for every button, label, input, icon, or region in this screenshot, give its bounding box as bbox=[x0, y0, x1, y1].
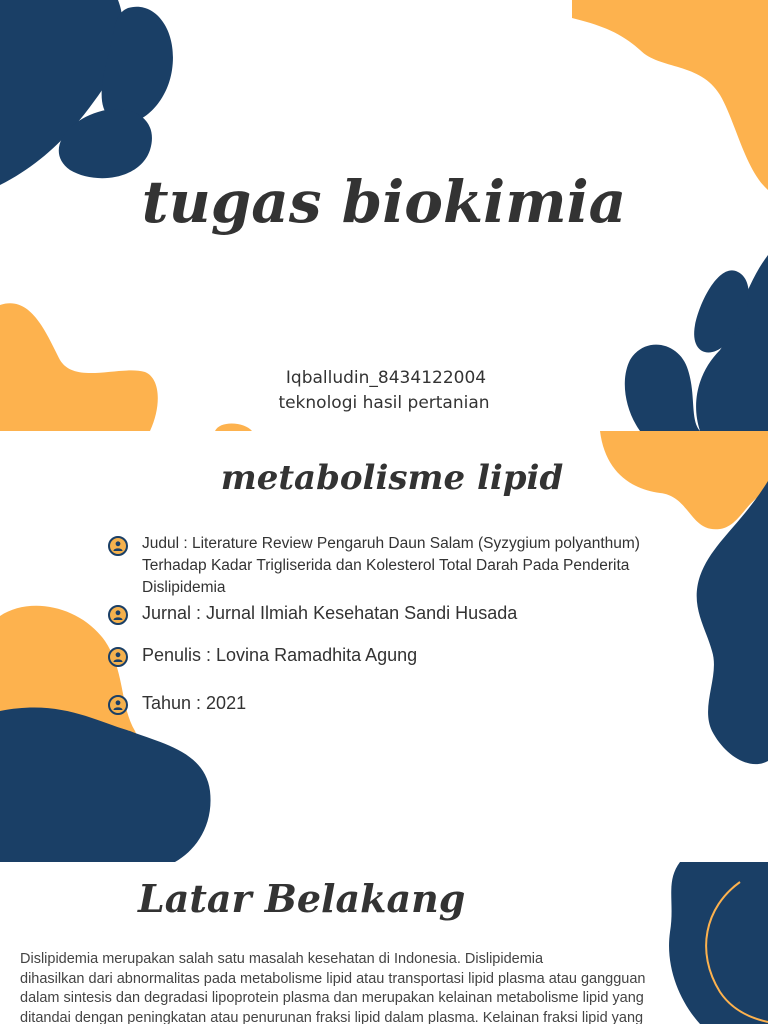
study-program: teknologi hasil pertanian bbox=[278, 393, 490, 413]
bullet-text-tahun: Tahun : 2021 bbox=[142, 693, 247, 713]
paragraph-line: ditandai dengan peningkatan atau penurunan fraksi lipid dalam plasma. Kelainan fraksi lipid yang bbox=[20, 1009, 644, 1024]
paragraph-line: Dislipidemia merupakan salah satu masalah kesehatan di Indonesia. Dislipidemia bbox=[20, 951, 544, 967]
list-item bbox=[108, 644, 417, 667]
paragraph-line: dalam sintesis dan degradasi lipoprotein plasma dan merupakan kelainan metabolisme lipid yang bbox=[20, 990, 644, 1006]
person-icon bbox=[108, 695, 128, 715]
slide-heading: metabolisme lipid bbox=[220, 458, 564, 498]
slide-title bbox=[0, 0, 768, 431]
paragraph-line: dihasilkan dari abnormalitas pada metabolisme lipid atau transportasi lipid plasma atau gangguan bbox=[20, 970, 646, 987]
slide-latar-belakang bbox=[0, 862, 768, 1024]
navy-blob bbox=[0, 708, 211, 862]
list-item bbox=[108, 533, 640, 599]
slide-heading: Latar Belakang bbox=[138, 876, 466, 921]
bullet-text-judul: Judul : Literature Review Pengaruh Daun Salam (Syzygium polyanthum) Terhadap Kadar Trigliserida dan Kolesterol Total Darah Pada Penderita Dislipidemia bbox=[142, 535, 640, 596]
person-icon bbox=[108, 647, 128, 667]
presentation-title: tugas biokimia bbox=[141, 168, 627, 236]
author-name: Iqballudin_8434122004 bbox=[285, 368, 487, 388]
person-icon bbox=[108, 536, 128, 556]
list-item bbox=[108, 602, 517, 625]
author-block bbox=[0, 366, 768, 416]
bullet-text-penulis: Penulis : Lovina Ramadhita Agung bbox=[142, 645, 418, 665]
background-paragraph bbox=[20, 950, 700, 1024]
slide-metabolisme-lipid bbox=[0, 431, 768, 862]
list-item bbox=[108, 692, 246, 715]
orange-blob bbox=[215, 423, 252, 431]
bullet-text-jurnal: Jurnal : Jurnal Ilmiah Kesehatan Sandi Husada bbox=[142, 603, 518, 623]
person-icon bbox=[108, 605, 128, 625]
orange-blob bbox=[572, 0, 768, 190]
